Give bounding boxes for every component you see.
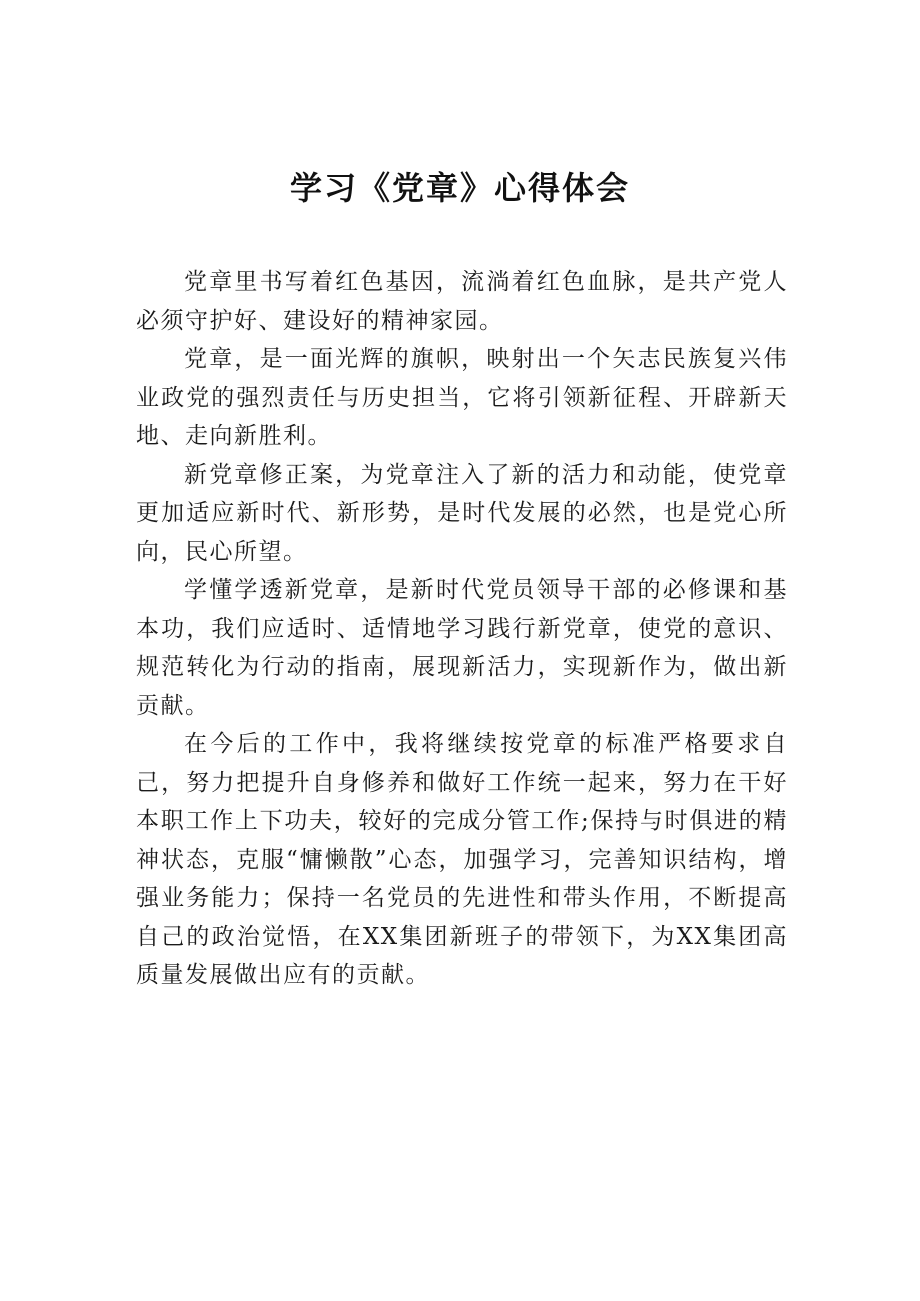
paragraph-3: 新党章修正案，为党章注入了新的活力和动能，使党章更加适应新时代、新形势，是时代发展的必然，也是党心所向，民心所望。 <box>136 461 788 565</box>
page-title: 学习《党章》心得体会 <box>289 169 630 207</box>
document-body <box>136 263 788 995</box>
paragraph-2: 党章，是一面光辉的旗帜，映射出一个矢志民族复兴伟业政党的强烈责任与历史担当，它将引领新征程、开辟新天地、走向新胜利。 <box>136 346 788 449</box>
paragraph-5: 在今后的工作中，我将继续按党章的标准严格要求自己，努力把提升自身修养和做好工作统一起来，努力在干好本职工作上下功夫，较好的完成分管工作;保持与时俱进的精神状态，克服“慵懒散”心态，加强学习，完善知识结构，增强业务能力；保持一名党员的先进性和带头作用，不断提高自己的政治觉悟，在XX集团新班子的带领下，为XX集团高质量发展做出应有的贡献。 <box>136 731 788 988</box>
paragraph-4: 学懂学透新党章，是新时代党员领导干部的必修课和基本功，我们应适时、适情地学习践行新党章，使党的意识、规范转化为行动的指南，展现新活力，实现新作为，做出新贡献。 <box>136 577 788 719</box>
paragraph-1: 党章里书写着红色基因，流淌着红色血脉，是共产党人必须守护好、建设好的精神家园。 <box>136 269 788 334</box>
